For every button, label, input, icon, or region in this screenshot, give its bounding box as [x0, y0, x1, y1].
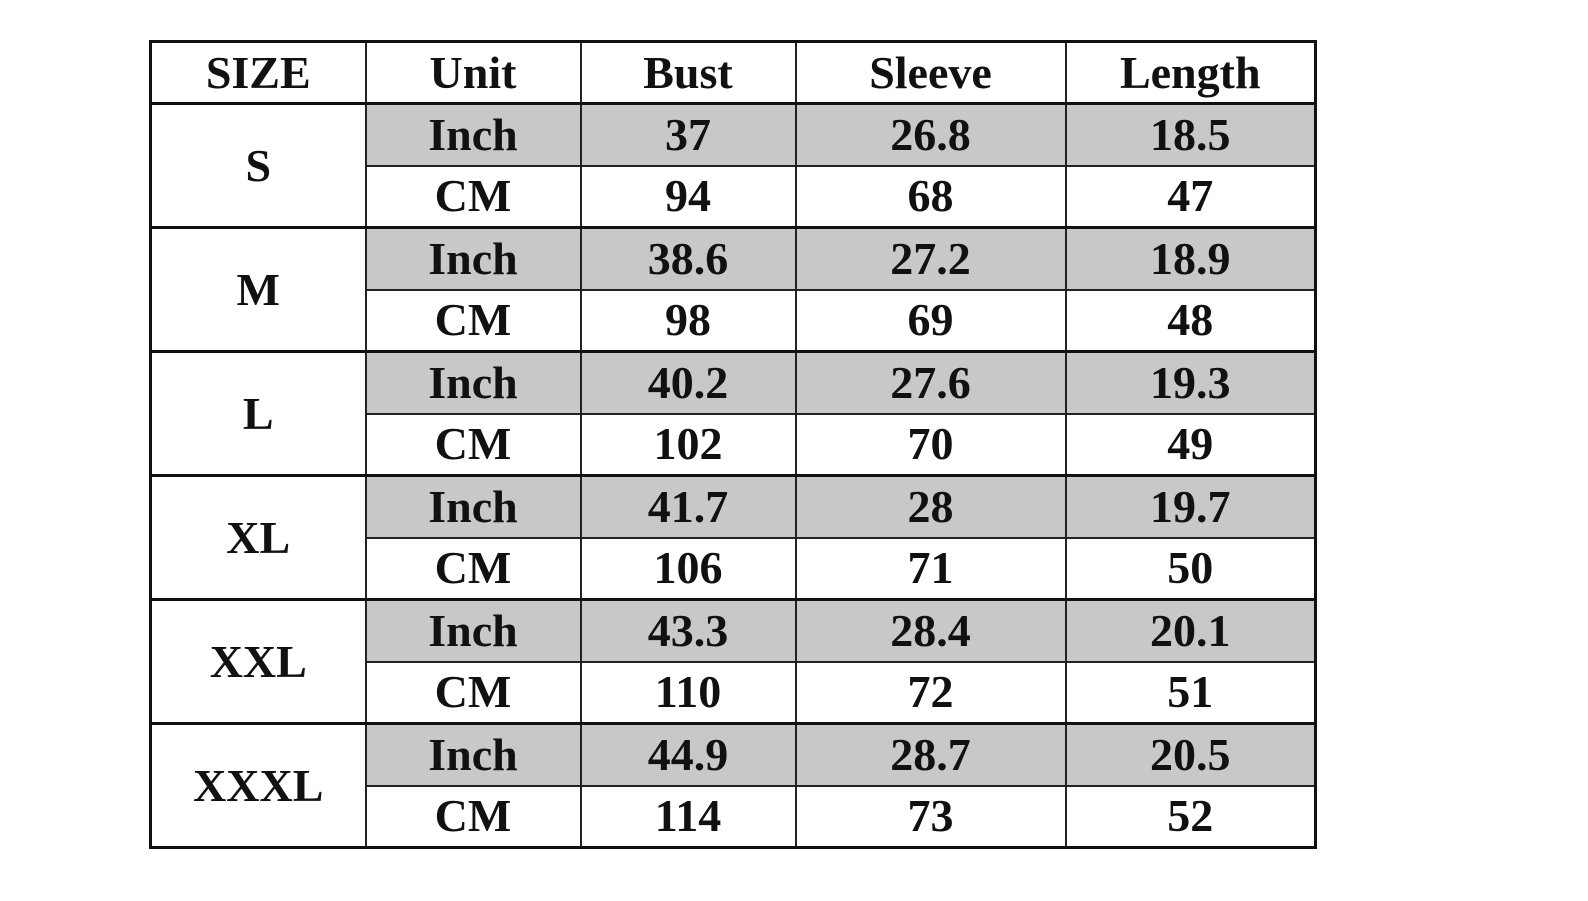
bust-cell: 114	[581, 786, 796, 848]
bust-cell: 38.6	[581, 228, 796, 290]
table-row	[151, 228, 1316, 290]
bust-cell: 110	[581, 662, 796, 724]
unit-cell: Inch	[366, 104, 581, 166]
sleeve-cell: 28.4	[796, 600, 1066, 662]
unit-cell: CM	[366, 538, 581, 600]
size-label: M	[151, 228, 366, 352]
sleeve-cell: 28.7	[796, 724, 1066, 786]
bust-cell: 40.2	[581, 352, 796, 414]
table-row	[151, 352, 1316, 414]
header-unit: Unit	[366, 42, 581, 104]
header-bust: Bust	[581, 42, 796, 104]
unit-cell: CM	[366, 290, 581, 352]
size-label: XL	[151, 476, 366, 600]
sleeve-cell: 73	[796, 786, 1066, 848]
sleeve-cell: 27.6	[796, 352, 1066, 414]
table-row	[151, 104, 1316, 166]
size-label: XXXL	[151, 724, 366, 848]
unit-cell: Inch	[366, 352, 581, 414]
length-cell: 20.5	[1066, 724, 1316, 786]
length-cell: 50	[1066, 538, 1316, 600]
length-cell: 19.3	[1066, 352, 1316, 414]
length-cell: 49	[1066, 414, 1316, 476]
size-chart-table	[149, 40, 1317, 849]
bust-cell: 94	[581, 166, 796, 228]
sleeve-cell: 72	[796, 662, 1066, 724]
length-cell: 51	[1066, 662, 1316, 724]
unit-cell: CM	[366, 166, 581, 228]
size-label: XXL	[151, 600, 366, 724]
unit-cell: Inch	[366, 228, 581, 290]
unit-cell: Inch	[366, 476, 581, 538]
length-cell: 18.9	[1066, 228, 1316, 290]
bust-cell: 106	[581, 538, 796, 600]
unit-cell: CM	[366, 414, 581, 476]
length-cell: 52	[1066, 786, 1316, 848]
header-length: Length	[1066, 42, 1316, 104]
table-row	[151, 476, 1316, 538]
header-sleeve: Sleeve	[796, 42, 1066, 104]
header-row	[151, 42, 1316, 104]
bust-cell: 44.9	[581, 724, 796, 786]
size-label: S	[151, 104, 366, 228]
size-label: L	[151, 352, 366, 476]
sleeve-cell: 27.2	[796, 228, 1066, 290]
sleeve-cell: 68	[796, 166, 1066, 228]
table-row	[151, 600, 1316, 662]
unit-cell: CM	[366, 662, 581, 724]
bust-cell: 98	[581, 290, 796, 352]
bust-cell: 102	[581, 414, 796, 476]
length-cell: 18.5	[1066, 104, 1316, 166]
length-cell: 48	[1066, 290, 1316, 352]
table-row	[151, 724, 1316, 786]
sleeve-cell: 69	[796, 290, 1066, 352]
bust-cell: 43.3	[581, 600, 796, 662]
unit-cell: Inch	[366, 724, 581, 786]
bust-cell: 37	[581, 104, 796, 166]
sleeve-cell: 71	[796, 538, 1066, 600]
length-cell: 47	[1066, 166, 1316, 228]
length-cell: 20.1	[1066, 600, 1316, 662]
sleeve-cell: 28	[796, 476, 1066, 538]
header-size: SIZE	[151, 42, 366, 104]
unit-cell: CM	[366, 786, 581, 848]
sleeve-cell: 70	[796, 414, 1066, 476]
sleeve-cell: 26.8	[796, 104, 1066, 166]
length-cell: 19.7	[1066, 476, 1316, 538]
bust-cell: 41.7	[581, 476, 796, 538]
unit-cell: Inch	[366, 600, 581, 662]
